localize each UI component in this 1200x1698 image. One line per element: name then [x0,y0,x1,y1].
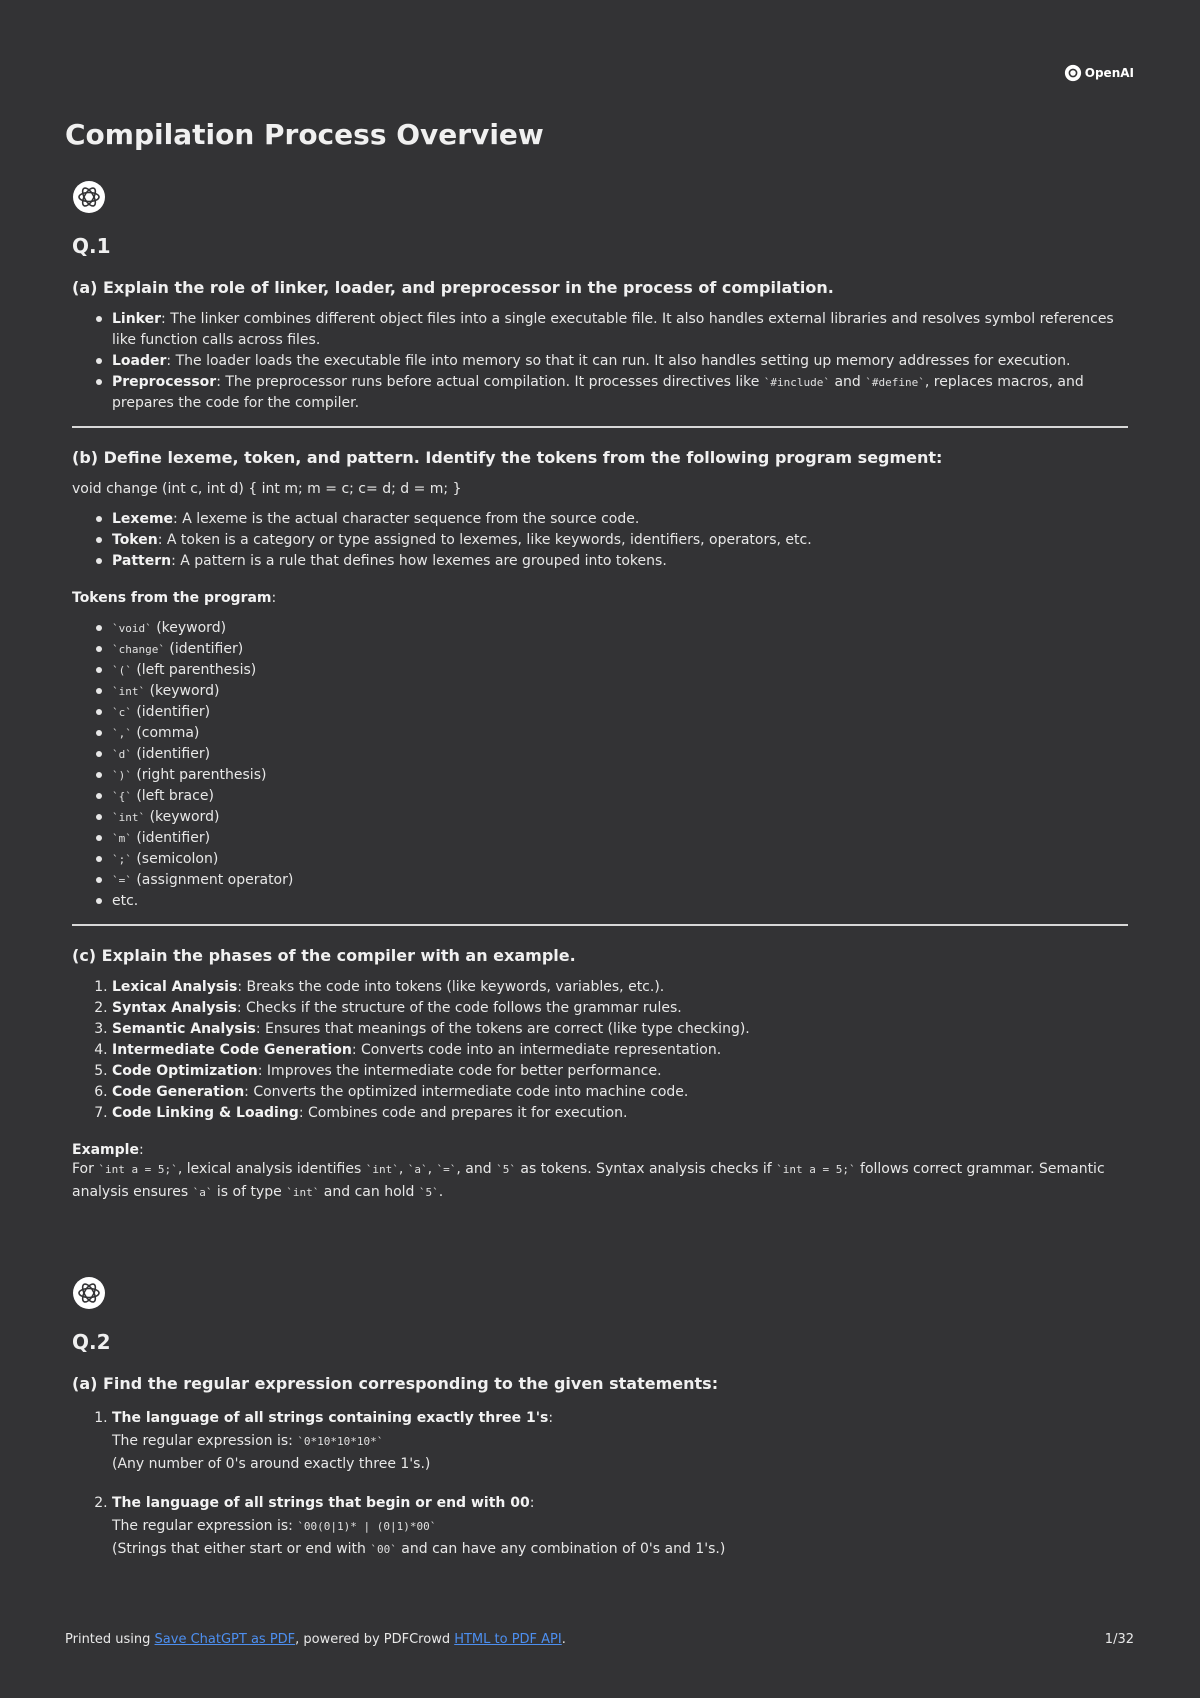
chatgpt-avatar-icon [72,180,106,214]
html-to-pdf-api-link[interactable]: HTML to PDF API [454,1632,562,1647]
page-number: 1/32 [1104,1632,1134,1647]
save-chatgpt-pdf-link[interactable]: Save ChatGPT as PDF [154,1632,296,1647]
phase-item: 2. Syntax Analysis: Checks if the structure of the code follows the grammar rules. [112,998,1128,1019]
token-item: `)` (right parenthesis) [112,765,1128,786]
list-item: Preprocessor: The preprocessor runs before actual compilation. It processes directives like `#include` and `#define`, replaces macros, and prepares the code for the compiler. [112,372,1128,414]
list-item: Pattern: A pattern is a rule that defines how lexemes are grouped into tokens. [112,551,1128,572]
phase-item: 6. Code Generation: Converts the optimized intermediate code into machine code. [112,1082,1128,1103]
token-item: `change` (identifier) [112,639,1128,660]
tokens-list [72,618,1128,912]
openai-logo-icon [1064,64,1082,82]
phase-item: 5. Code Optimization: Improves the intermediate code for better performance. [112,1061,1128,1082]
page-title: Compilation Process Overview [65,118,544,151]
section-divider [72,426,1128,428]
q2-label: Q.2 [72,1330,111,1354]
list-item: Linker: The linker combines different object files into a single executable file. It also handles external libraries and resolves symbol references like function calls across files. [112,309,1128,351]
list-item: 2. The language of all strings that begin or end with 00: The regular expression is: `00(0|1)* | (0|1)*00` (Strings that either start or end with `00` and can have any combination of 0's and 1's.) [112,1492,1128,1561]
token-item: `=` (assignment operator) [112,870,1128,891]
q2-section [72,1276,1128,1561]
phase-item: 7. Code Linking & Loading: Combines code and prepares it for execution. [112,1103,1128,1124]
list-item: Token: A token is a category or type assigned to lexemes, like keywords, identifiers, operators, etc. [112,530,1128,551]
token-item: `int` (keyword) [112,807,1128,828]
list-item: Lexeme: A lexeme is the actual character sequence from the source code. [112,509,1128,530]
chatgpt-avatar-icon [72,1276,106,1310]
token-item: `;` (semicolon) [112,849,1128,870]
token-item: `void` (keyword) [112,618,1128,639]
phase-item: 4. Intermediate Code Generation: Converts code into an intermediate representation. [112,1040,1128,1061]
q1a-heading: (a) Explain the role of linker, loader, and preprocessor in the process of compilation. [72,278,834,297]
q1b-definitions [72,509,1128,572]
token-item: `m` (identifier) [112,828,1128,849]
q1b-heading: (b) Define lexeme, token, and pattern. Identify the tokens from the following program segment: [72,448,943,467]
q1-section [72,180,1128,1204]
footer-credit: Printed using Save ChatGPT as PDF, powered by PDFCrowd HTML to PDF API. [65,1632,566,1647]
token-item: `(` (left parenthesis) [112,660,1128,681]
token-item: `int` (keyword) [112,681,1128,702]
tokens-heading: Tokens from the program: [72,590,277,606]
openai-logo [1064,64,1134,82]
phase-item: 3. Semantic Analysis: Ensures that meanings of the tokens are correct (like type checking). [112,1019,1128,1040]
example-label: Example: [72,1142,144,1158]
token-item: `,` (comma) [112,723,1128,744]
list-item: 1. The language of all strings containing exactly three 1's: The regular expression is: `0*10*10*10*` (Any number of 0's around exactly three 1's.) [112,1407,1128,1476]
phases-list [72,977,1128,1124]
program-segment: void change (int c, int d) { int m; m = c; c= d; d = m; } [72,481,462,497]
token-item: etc. [112,891,1128,912]
q2a-heading: (a) Find the regular expression corresponding to the given statements: [72,1374,719,1393]
token-item: `d` (identifier) [112,744,1128,765]
list-item: Loader: The loader loads the executable file into memory so that it can run. It also handles setting up memory addresses for execution. [112,351,1128,372]
phase-item: 1. Lexical Analysis: Breaks the code into tokens (like keywords, variables, etc.). [112,977,1128,998]
q2a-list [72,1407,1128,1561]
section-divider [72,924,1128,926]
q1c-heading: (c) Explain the phases of the compiler with an example. [72,946,576,965]
example-text: For `int a = 5;`, lexical analysis identifies `int`, `a`, `=`, and `5` as tokens. Syntax analysis checks if `int a = 5;` follows correct grammar. Semantic analysis ensures `a` is of type `int` and can hold `5`. [72,1161,1105,1200]
q1-label: Q.1 [72,234,111,258]
footer [65,1632,1134,1647]
openai-logo-text: OpenAI [1084,66,1134,80]
token-item: `{` (left brace) [112,786,1128,807]
token-item: `c` (identifier) [112,702,1128,723]
q1a-list [72,309,1128,414]
